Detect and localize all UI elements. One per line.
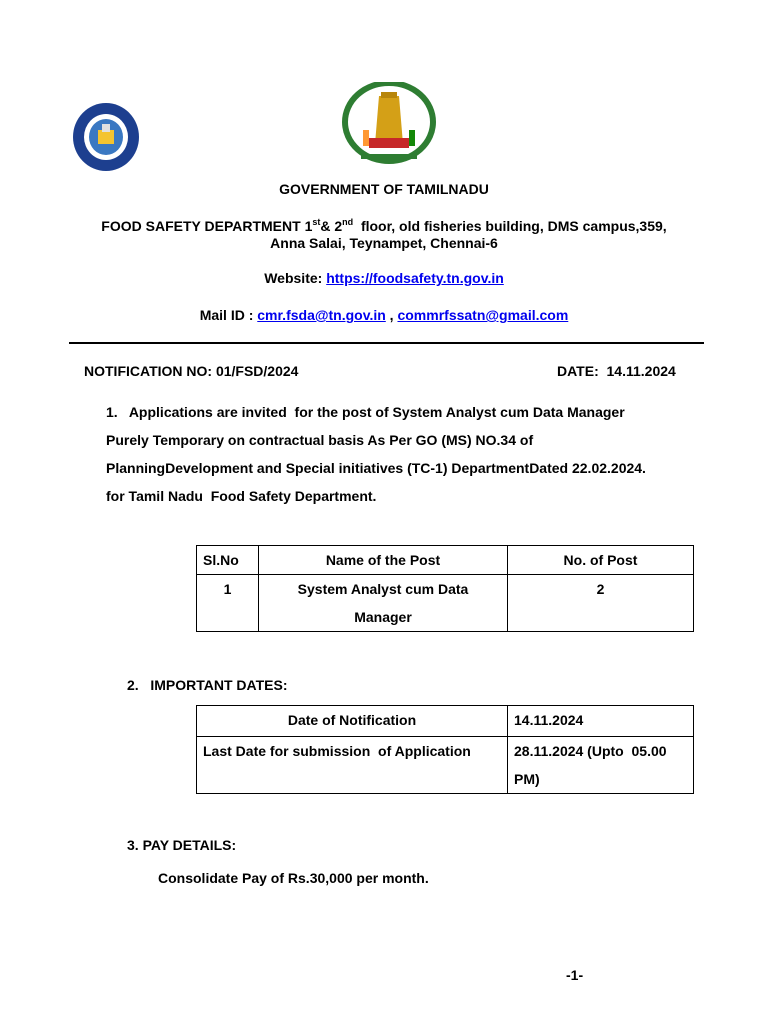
post-name-line-2: Manager: [354, 609, 412, 625]
important-dates-heading: 2. IMPORTANT DATES:: [127, 677, 288, 693]
paragraph-line-1: 1. Applications are invited for the post of System Analyst cum Data Manager: [106, 404, 625, 420]
paragraph-line-2: Purely Temporary on contractual basis As Per GO (MS) NO.34 of: [106, 432, 534, 448]
mail-separator: ,: [385, 307, 398, 323]
notification-number: NOTIFICATION NO: 01/FSD/2024: [84, 363, 299, 379]
post-table: [196, 545, 694, 632]
mail-line: [0, 307, 768, 323]
last-date-value-line-1: 28.11.2024 (Upto 05.00: [514, 743, 667, 759]
row-post-count: 2: [508, 575, 694, 632]
post-name-line-1: System Analyst cum Data: [297, 581, 469, 597]
notification-date-label: Date of Notification: [197, 706, 508, 737]
header-sl-no: Sl.No: [197, 546, 259, 575]
superscript-nd: nd: [342, 217, 354, 227]
food-safety-department-logo: [72, 102, 140, 172]
tamil-nadu-emblem: [341, 82, 437, 168]
row-post-name: [259, 575, 508, 632]
department-address-line-2: Anna Salai, Teynampet, Chennai-6: [270, 235, 498, 251]
notification-date: DATE: 14.11.2024: [557, 363, 676, 379]
page-number: -1-: [566, 967, 584, 983]
paragraph-line-3: PlanningDevelopment and Special initiatives (TC-1) DepartmentDated 22.02.2024.: [106, 460, 646, 476]
mail-label: Mail ID :: [199, 307, 258, 323]
superscript-st: st: [312, 217, 321, 227]
mail-link-primary[interactable]: cmr.fsda@tn.gov.in: [257, 307, 386, 323]
department-floor-address: floor, old fisheries building, DMS campus,359,: [353, 218, 667, 234]
website-link[interactable]: https://foodsafety.tn.gov.in: [326, 270, 504, 286]
department-and: & 2: [320, 218, 343, 234]
table-row: [197, 575, 694, 632]
header-divider: [69, 342, 704, 344]
pay-details-heading: 3. PAY DETAILS:: [127, 837, 237, 853]
important-dates-table: [196, 705, 694, 794]
table-row: [197, 737, 694, 794]
notification-date-value: 14.11.2024: [508, 706, 694, 737]
table-header-row: [197, 546, 694, 575]
header-post-name: Name of the Post: [259, 546, 508, 575]
government-title: GOVERNMENT OF TAMILNADU: [279, 181, 489, 197]
last-date-value-line-2: PM): [514, 771, 540, 787]
last-date-label: Last Date for submission of Application: [197, 737, 508, 794]
header-post-count: No. of Post: [508, 546, 694, 575]
department-address-line-1: [0, 218, 768, 234]
department-name: FOOD SAFETY DEPARTMENT 1: [101, 218, 313, 234]
pay-details-text: Consolidate Pay of Rs.30,000 per month.: [158, 870, 429, 886]
application-paragraph: [106, 398, 706, 510]
mail-link-secondary[interactable]: commrfssatn@gmail.com: [397, 307, 569, 323]
website-line: [0, 270, 768, 286]
table-row: [197, 706, 694, 737]
paragraph-line-4: for Tamil Nadu Food Safety Department.: [106, 488, 377, 504]
website-label: Website:: [264, 270, 327, 286]
row-sl-no: 1: [197, 575, 259, 632]
last-date-value: [508, 737, 694, 794]
